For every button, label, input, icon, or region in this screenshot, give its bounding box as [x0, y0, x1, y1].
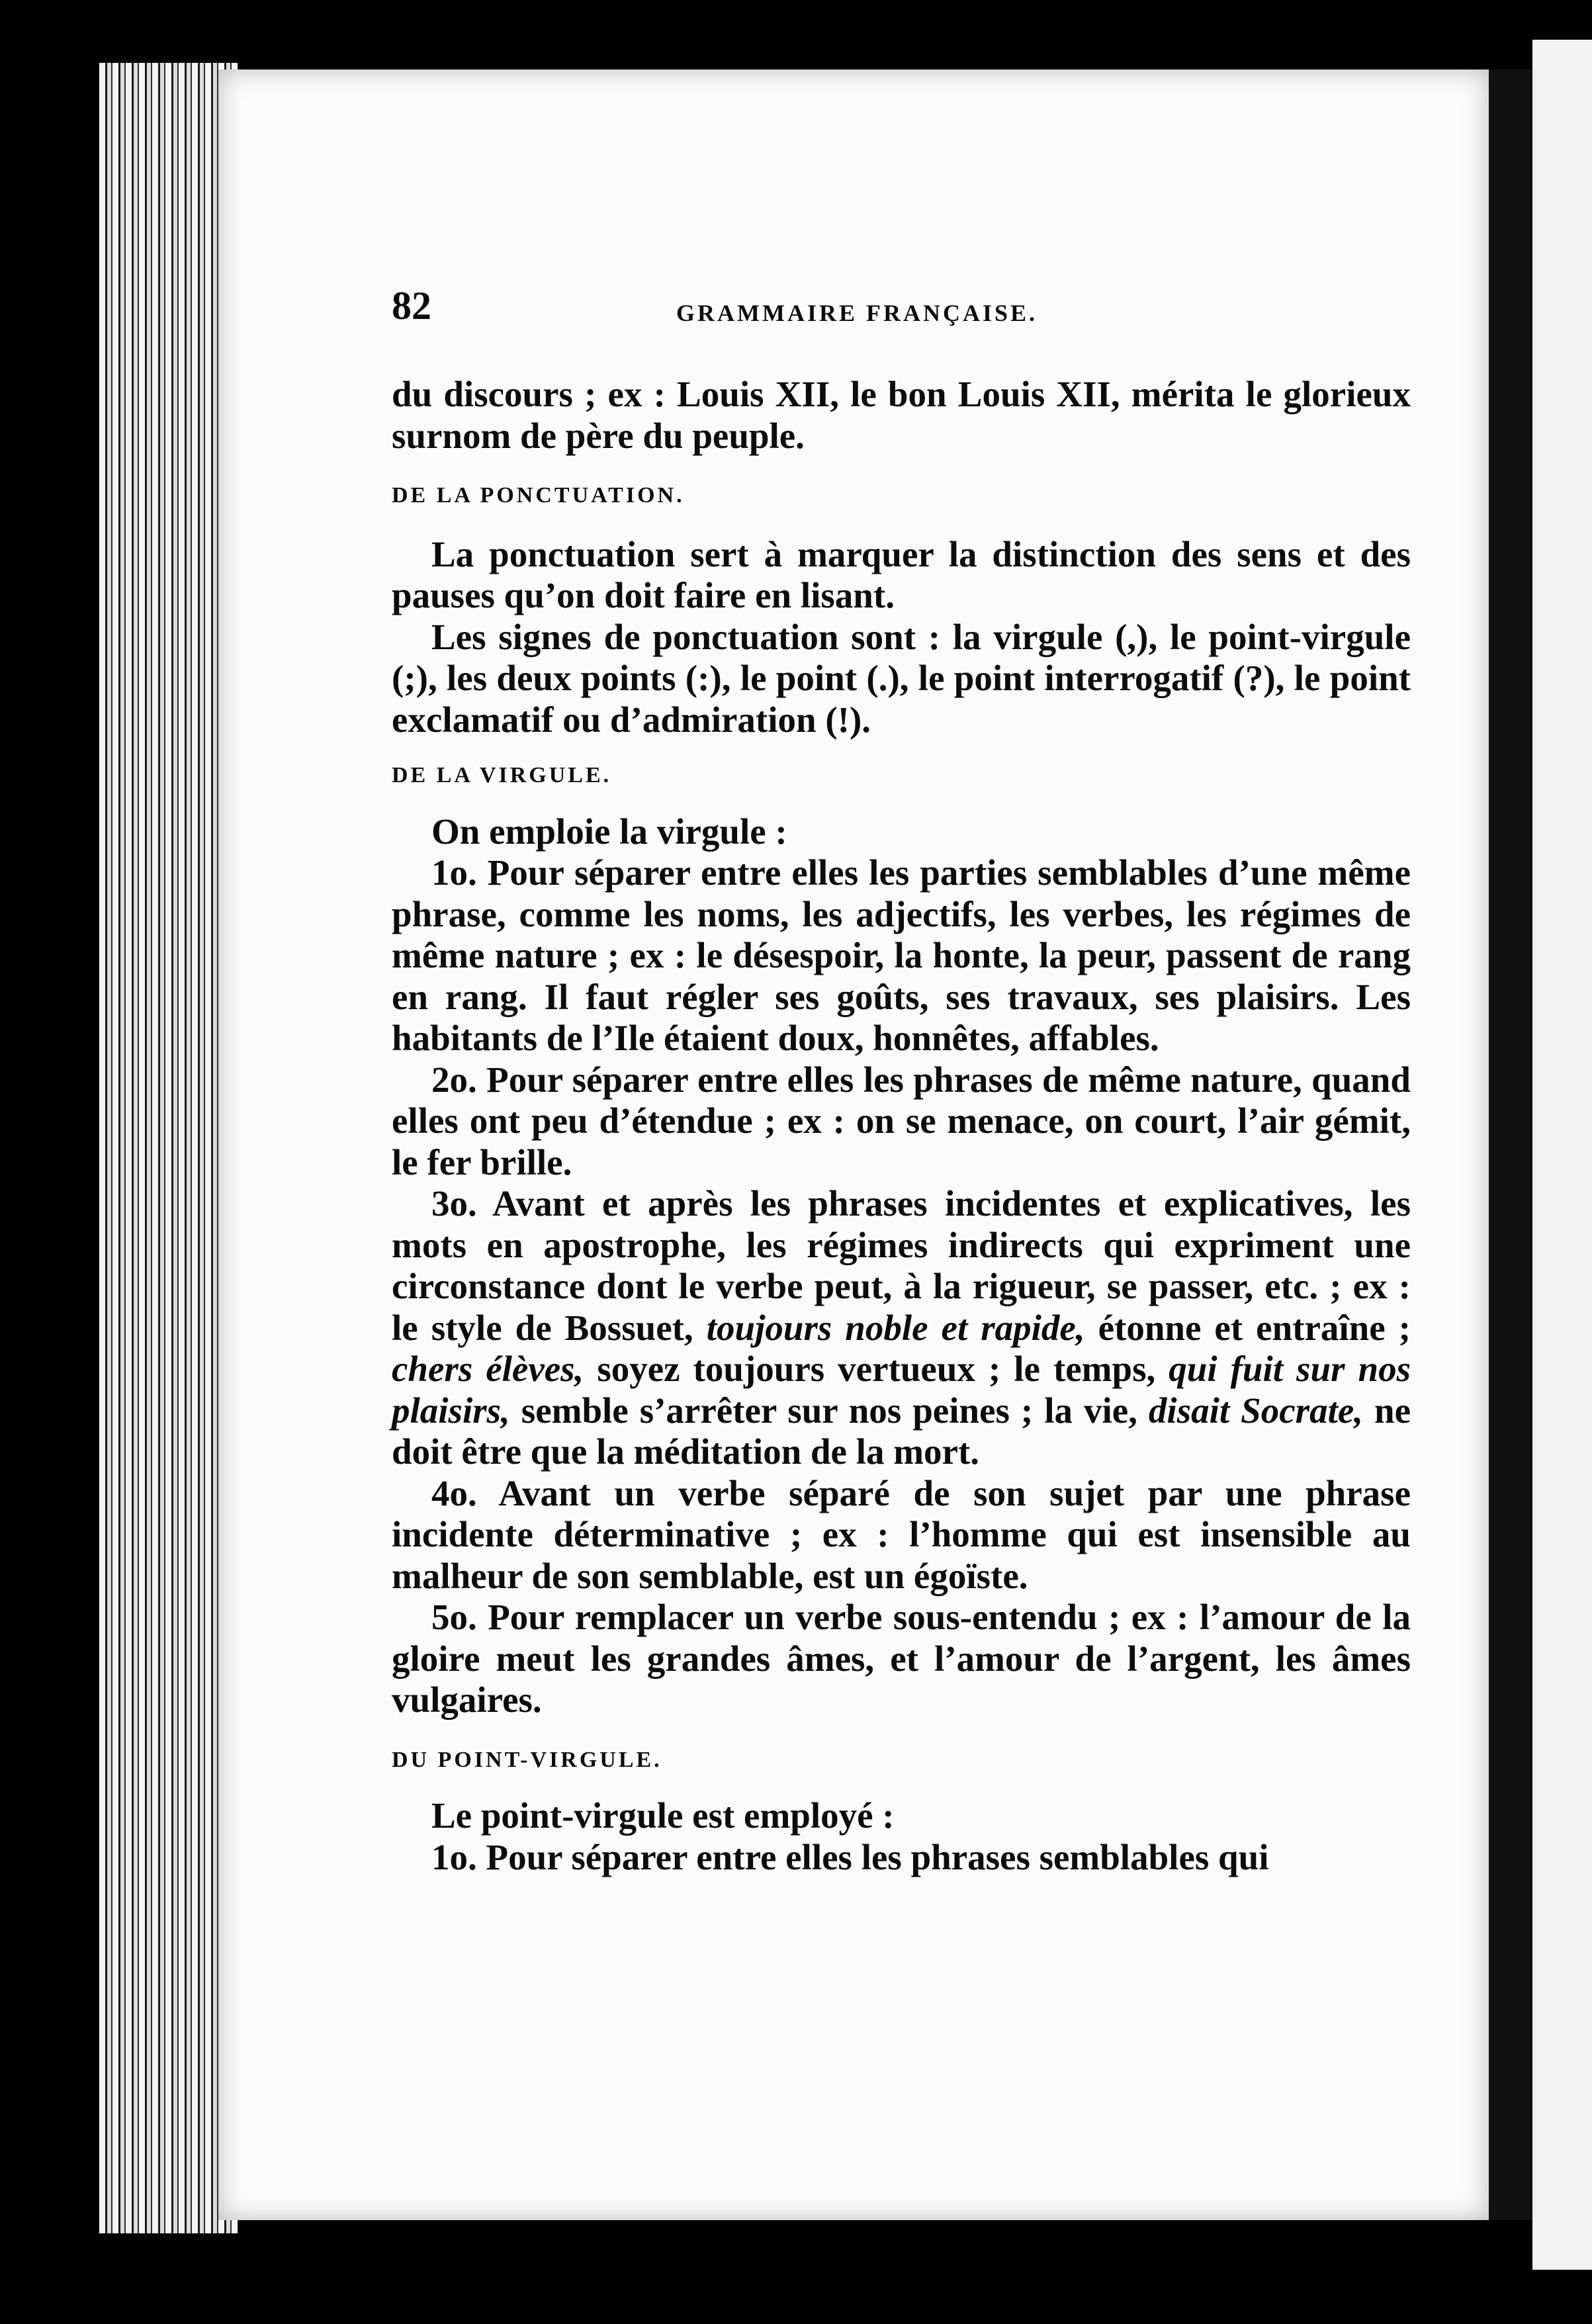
italic-run: disait Socrate, [1148, 1390, 1364, 1431]
italic-run: toujours noble et rapide, [706, 1307, 1085, 1348]
text-run: ne doit être que la méditation de la mort. [392, 1390, 1411, 1472]
paragraph: 1o. Pour séparer entre elles les parties semblables d’une même phrase, comme les noms, les adjectifs, les verbes, les régimes de même nature ; ex : le désespoir, la honte, la peur, passent de rang en rang. Il faut régler ses goûts, ses travaux, ses plaisirs. Les habitants de l’Ile étaient doux, honnêtes, affables. [392, 852, 1411, 1058]
paragraph: du discours ; ex : Louis XII, le bon Louis XII, mérita le glorieux surnom de père du peuple. [392, 374, 1411, 456]
paragraph: On emploie la virgule : [431, 811, 787, 852]
text-run: semble s’arrêter sur nos peines ; la vie, [509, 1390, 1149, 1431]
italic-run: chers élèves, [392, 1349, 584, 1389]
page-text [392, 374, 1411, 1878]
running-title: GRAMMAIRE FRANÇAISE. [676, 300, 1038, 326]
facing-page-edge [1532, 40, 1592, 2270]
paragraph [392, 1183, 1411, 1473]
paragraph: 2o. Pour séparer entre elles les phrases de même nature, quand elles ont peu d’étendue ; ex : on se menace, on court, l’air gémit, le fer brille. [392, 1059, 1411, 1183]
paragraph: La ponctuation sert à marquer la distinction des sens et des pauses qu’on doit faire en lisant. [392, 533, 1411, 615]
paragraph: Le point-virgule est employé : [431, 1795, 895, 1836]
paragraph: 4o. Avant un verbe séparé de son sujet par une phrase incidente déterminative ; ex : l’homme qui est insensible au malheur de son semblable, est un égoïste. [392, 1472, 1411, 1596]
section-heading: DU POINT-VIRGULE. [392, 1747, 662, 1772]
paragraph: Les signes de ponctuation sont : la virgule (,), le point-virgule (;), les deux points (:), le point (.), le point interrogatif (?), le point exclamatif ou d’admiration (!). [392, 616, 1411, 740]
paragraph: 1o. Pour séparer entre elles les phrases semblables qui [431, 1836, 1269, 1877]
text-run: soyez toujours vertueux ; le temps, [584, 1349, 1169, 1389]
section-heading: DE LA PONCTUATION. [392, 483, 685, 508]
text-run: étonne et entraîne ; [1084, 1307, 1411, 1348]
section-heading: DE LA VIRGULE. [392, 763, 612, 787]
page-number: 82 [392, 284, 431, 328]
paragraph: 5o. Pour remplacer un verbe sous-entendu ; ex : l’amour de la gloire meut les grandes âmes, et l’amour de l’argent, les âmes vulgaires. [392, 1597, 1411, 1720]
gutter-shadow [1489, 69, 1532, 2220]
text-run: 3o. Avant et après les phrases incidentes et explicatives, les mots en apostrophe, les régimes indirects qui expriment une circonstance dont le verbe peut, à la rigueur, se passer, etc. ; ex : le style de Bossuet, [392, 1183, 1411, 1348]
italic-run: qui fuit sur nos plaisirs, [392, 1349, 1411, 1431]
page-edges [99, 63, 238, 2233]
